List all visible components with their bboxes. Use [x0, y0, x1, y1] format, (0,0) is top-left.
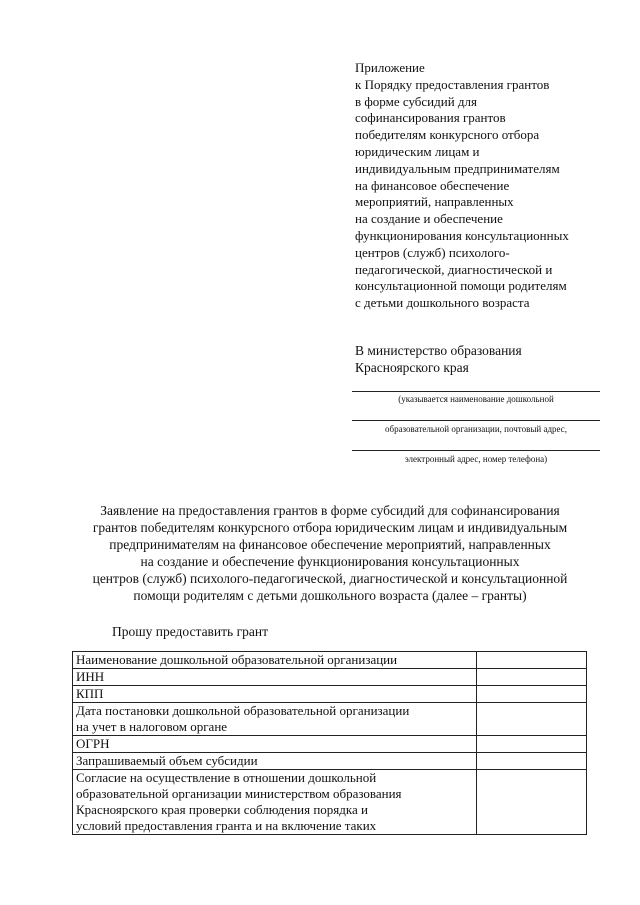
row-label — [73, 669, 477, 686]
row-label — [73, 736, 477, 753]
row-label-line: ОГРН — [76, 736, 110, 751]
application-table — [72, 651, 587, 835]
table-row — [73, 770, 587, 835]
row-value-cell[interactable] — [476, 753, 586, 770]
title-line: на создание и обеспечение функционирования консультационных — [140, 554, 520, 569]
appendix-line: центров (служб) психолого- — [355, 244, 510, 260]
row-label-line: образовательной организации министерством образования — [76, 786, 402, 801]
row-label-line: Красноярского края проверки соблюдения порядка и — [76, 802, 368, 817]
row-label-line: Запрашиваемый объем субсидии — [76, 753, 258, 768]
row-label-line: Согласие на осуществление в отношении дошкольной — [76, 770, 377, 785]
row-label — [73, 703, 477, 736]
title-line: грантов победителям конкурсного отбора юридическим лицам и индивидуальным — [92, 520, 568, 535]
row-value-cell[interactable] — [476, 770, 586, 835]
title-line: помощи родителям с детьми дошкольного возраста (далее – гранты) — [133, 588, 527, 603]
row-value-cell[interactable] — [476, 669, 586, 686]
table-row — [73, 736, 587, 753]
appendix-line: педагогической, диагностической и — [355, 261, 553, 277]
row-label-line: ИНН — [76, 669, 105, 684]
row-value-cell[interactable] — [476, 652, 586, 669]
addressee — [355, 342, 625, 376]
appendix-header — [355, 60, 625, 312]
row-label-line: КПП — [76, 686, 104, 701]
addressee-line: В министерство образования — [355, 343, 522, 358]
appendix-line: софинансирования грантов — [355, 110, 506, 126]
row-label — [73, 770, 477, 835]
fill-in-caption: электронный адрес, номер телефона) — [404, 454, 548, 464]
appendix-line: юридическим лицам и — [355, 143, 480, 159]
row-label-line: условий предоставления гранта и на включение таких — [76, 818, 377, 833]
title-line: Заявление на предоставления грантов в форме субсидий для софинансирования — [100, 503, 560, 518]
appendix-line: с детьми дошкольного возраста — [355, 295, 530, 311]
row-label — [73, 753, 477, 770]
table-row — [73, 652, 587, 669]
table-row — [73, 703, 587, 736]
appendix-line: на финансовое обеспечение — [355, 177, 510, 193]
appendix-line: консультационной помощи родителям — [355, 278, 567, 294]
fill-in-caption: образовательной организации, почтовый адрес, — [384, 424, 568, 434]
row-label — [73, 652, 477, 669]
table-row — [73, 753, 587, 770]
request-text: Прошу предоставить грант — [112, 624, 268, 639]
title-line: центров (служб) психолого-педагогической, диагностической и консультационной — [92, 571, 568, 586]
appendix-line: в форме субсидий для — [355, 93, 477, 109]
table-row — [73, 669, 587, 686]
addressee-line: Красноярского края — [355, 360, 469, 375]
appendix-line: Приложение — [355, 60, 425, 75]
row-value-cell[interactable] — [476, 703, 586, 736]
row-value-cell[interactable] — [476, 686, 586, 703]
appendix-line: к Порядку предоставления грантов — [355, 76, 550, 92]
row-value-cell[interactable] — [476, 736, 586, 753]
fill-in-line[interactable] — [352, 450, 600, 451]
appendix-line: функционирования консультационных — [355, 227, 569, 243]
fill-in-line[interactable] — [352, 391, 600, 392]
row-label-line: на учет в налоговом органе — [76, 719, 228, 734]
title-line: предпринимателям на финансовое обеспечение мероприятий, направленных — [109, 537, 551, 552]
row-label-line: Наименование дошкольной образовательной организации — [76, 652, 398, 667]
appendix-line: индивидуальным предпринимателям — [355, 160, 560, 176]
fill-in-caption: (указывается наименование дошкольной — [398, 394, 554, 404]
appendix-line: мероприятий, направленных — [355, 194, 514, 210]
table-row — [73, 686, 587, 703]
appendix-line: победителям конкурсного отбора — [355, 127, 540, 143]
appendix-line: на создание и обеспечение — [355, 211, 503, 227]
row-label-line: Дата постановки дошкольной образовательной организации — [76, 703, 410, 718]
document-title — [40, 502, 620, 604]
fill-in-line[interactable] — [352, 420, 600, 421]
row-label — [73, 686, 477, 703]
